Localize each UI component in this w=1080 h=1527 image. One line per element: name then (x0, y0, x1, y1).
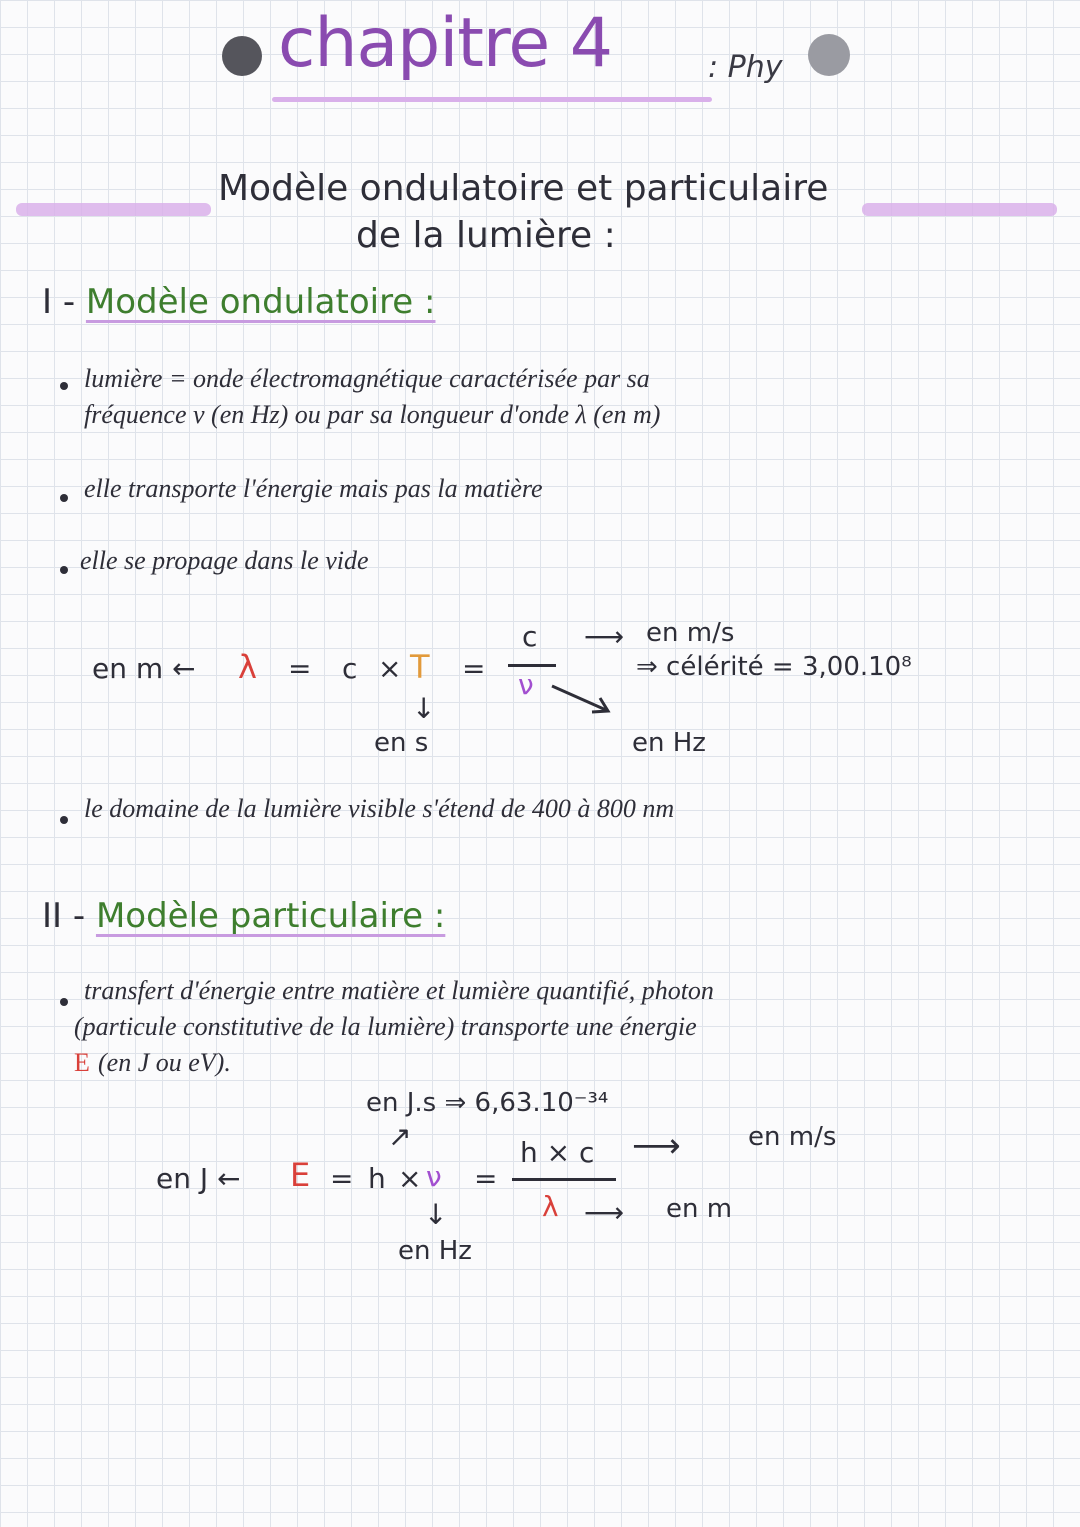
formula1-c-value: ⇒ célérité = 3,00.10⁸ (636, 652, 912, 682)
formula1-T-arrow: ↓ (412, 692, 436, 725)
formula1-lambda: λ (238, 648, 257, 686)
title-dot-left (222, 36, 262, 76)
subject-label: : Phy (708, 50, 783, 85)
formula2-times: × (398, 1162, 422, 1195)
formula2-numerator: h × c (520, 1136, 595, 1169)
formula1-numerator: c (522, 620, 538, 653)
formula1-times: × (378, 652, 402, 685)
formula2-c-arrow: ⟶ (632, 1126, 681, 1166)
page-title: chapitre 4 (278, 4, 613, 83)
formula1-left-unit: en m ← (92, 652, 196, 685)
bullet-1-line-1: lumière = onde électromagnétique caractérisée par sa (84, 364, 650, 393)
bullet-dot (60, 494, 68, 502)
formula2-nu-unit: en Hz (398, 1236, 472, 1266)
formula1-denominator: ν (518, 668, 534, 701)
section2-E-symbol: E (74, 1048, 90, 1077)
section-1-number: I - (42, 282, 76, 322)
formula1-nu-arrow (548, 680, 618, 720)
formula2-h-arrow: ↗ (388, 1120, 412, 1153)
section-1-title: Modèle ondulatoire : (85, 282, 436, 322)
formula2-nu: ν (426, 1160, 442, 1193)
subtitle-highlight-left (16, 203, 211, 216)
formula1-T: T (410, 648, 430, 686)
subtitle-highlight-right (862, 203, 1057, 216)
section-2-heading (42, 896, 445, 936)
subtitle-line-2: de la lumière : (356, 215, 616, 256)
formula1-eq2: = (462, 652, 486, 685)
formula2-eq1: = (330, 1162, 354, 1195)
bullet-3: elle se propage dans le vide (80, 546, 369, 575)
bullet-dot (60, 566, 68, 574)
formula1-eq1: = (288, 652, 312, 685)
title-underline (272, 97, 712, 102)
section-2-title: Modèle particulaire : (95, 896, 446, 936)
section-2-number: II - (42, 896, 86, 936)
bullet-dot (60, 998, 68, 1006)
formula1-c-unit: en m/s (646, 618, 735, 648)
bullet-1-line-2: fréquence ν (en Hz) ou par sa longueur d'onde λ (en m) (84, 400, 661, 429)
formula2-eq2: = (474, 1162, 498, 1195)
title-dot-right (808, 34, 850, 76)
formula2-h: h (368, 1162, 386, 1195)
formula2-left-unit: en J ← (156, 1162, 241, 1195)
formula1-fraction-bar (508, 664, 556, 667)
section2-bullet-line-2: (particule constitutive de la lumière) transporte une énergie (74, 1012, 697, 1041)
formula1-c: c (342, 652, 358, 685)
formula1-nu-unit: en Hz (632, 728, 706, 758)
bullet-4: le domaine de la lumière visible s'étend de 400 à 800 nm (84, 794, 675, 823)
formula2-E: E (290, 1156, 311, 1194)
formula2-lambda-unit: en m (666, 1194, 733, 1224)
section2-bullet-line-1: transfert d'énergie entre matière et lumière quantifié, photon (84, 976, 714, 1005)
formula2-fraction-bar (512, 1178, 616, 1181)
formula1-T-unit: en s (374, 728, 429, 758)
formula1-c-arrow: ⟶ (584, 620, 625, 653)
section2-bullet-line-3: (en J ou eV). (98, 1048, 231, 1077)
section-1-heading (42, 282, 435, 322)
formula2-lambda-arrow: ⟶ (584, 1196, 625, 1229)
formula2-h-unit: en J.s ⇒ 6,63.10⁻³⁴ (366, 1088, 609, 1118)
subtitle-line-1: Modèle ondulatoire et particulaire (218, 168, 829, 209)
bullet-dot (60, 382, 68, 390)
formula2-nu-arrow: ↓ (424, 1198, 448, 1231)
formula2-denominator: λ (542, 1190, 559, 1223)
formula2-c-unit: en m/s (748, 1122, 837, 1152)
bullet-dot (60, 816, 68, 824)
bullet-2: elle transporte l'énergie mais pas la matière (84, 474, 543, 503)
